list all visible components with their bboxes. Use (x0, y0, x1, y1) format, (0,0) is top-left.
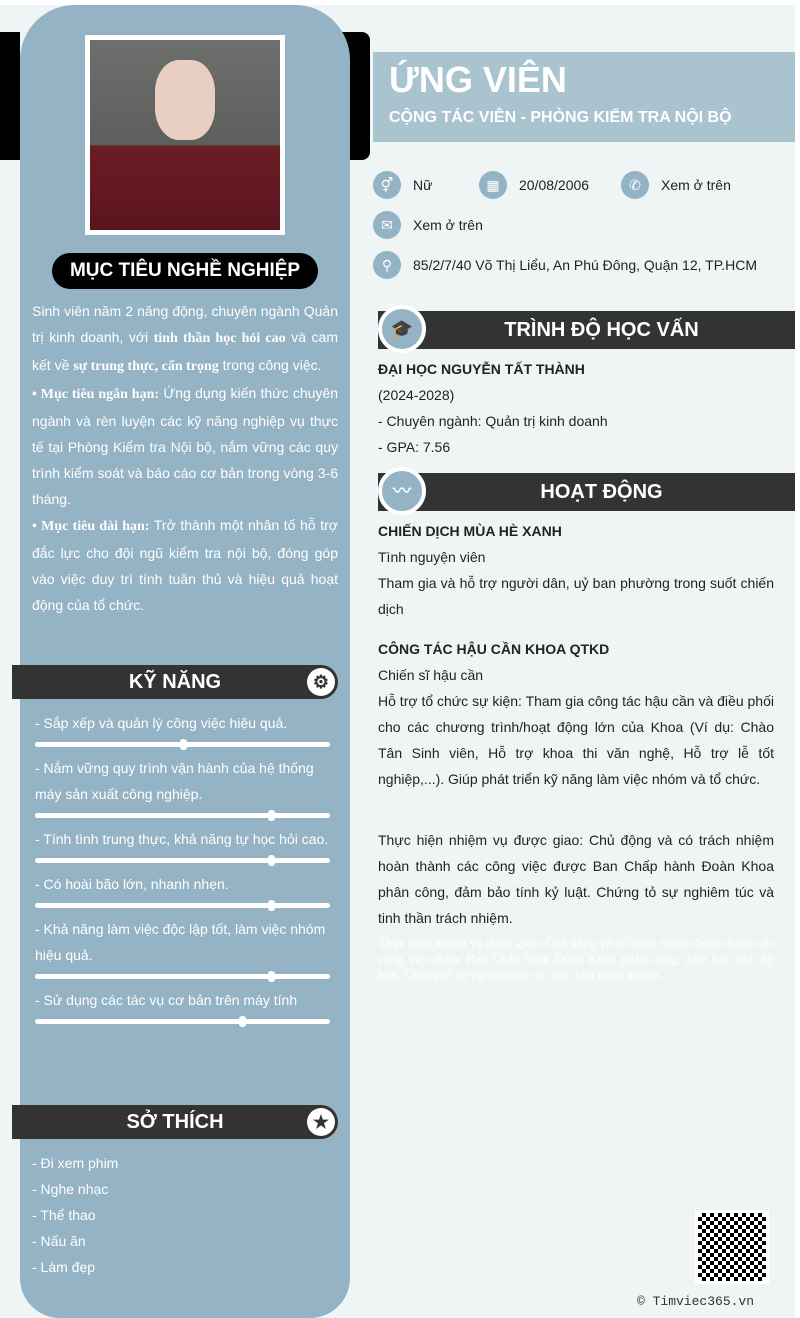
skill-label: - Khả năng làm việc độc lập tốt, làm việc nhóm hiệu quả. (35, 921, 326, 963)
address-info (373, 251, 757, 279)
activity-desc: Hỗ trợ tổ chức sự kiện: Tham gia công tác hậu cần và điều phối cho các chương trình/hoạt động lớn của Khoa (Ví dụ: Chào Tân Sinh viên, Hỗ trợ khoa thi văn nghệ, Hỗ trợ lễ tốt nghiệp,...). Giúp phát triển kỹ năng làm việc nhóm và tổ chức. (378, 693, 774, 787)
activities-header (378, 473, 795, 511)
hobby-item: - Nấu ăn (32, 1233, 86, 1249)
skill-label: - Sắp xếp và quản lý công việc hiệu quả. (35, 715, 288, 731)
qr-code (695, 1210, 769, 1284)
activity-ghost-text: Thực hiện nhiệm vụ được giao: Chủ động và có trách nhiệm hoàn thành các công việc được Ban Chấp hành Đoàn Khoa phân công, đảm bảo tính kỷ luật. Chứng tỏ sự nghiêm túc và tinh thần trách nhiệm. (378, 935, 774, 982)
skill-item (35, 710, 330, 747)
activity-pulse-icon: 〰 (378, 467, 426, 515)
skill-label: - Tính tình trung thực, khả năng tự học hỏi cao. (35, 831, 329, 847)
short-term-label: • Mục tiêu ngắn hạn: (32, 387, 160, 402)
education-header (378, 311, 795, 349)
header-box (373, 52, 795, 142)
obj-bold: sự trung thực, cẩn trọng (73, 359, 219, 374)
skill-level-marker (268, 855, 275, 866)
email-info (373, 211, 483, 239)
email-value: Xem ở trên (413, 217, 483, 233)
dob-info (479, 171, 589, 199)
gpa: - GPA: 7.56 (378, 439, 451, 455)
activity-role: Chiến sĩ hậu cần (378, 667, 484, 683)
gear-icon: ⚙ (307, 668, 335, 696)
activities-title: HOẠT ĐỘNG (540, 481, 663, 503)
skill-slider (35, 1019, 330, 1024)
activity-role: Tình nguyện viên (378, 549, 486, 565)
hobbies-list (32, 1150, 118, 1280)
position-title: CỘNG TÁC VIÊN - PHÒNG KIỂM TRA NỘI BỘ (389, 109, 732, 126)
skills-title: KỸ NĂNG (128, 671, 222, 693)
hobby-item: - Nghe nhạc (32, 1181, 109, 1197)
skill-slider (35, 903, 330, 908)
activity-2 (378, 636, 774, 792)
objective-text (32, 298, 338, 618)
footer-copyright: © Timviec365.vn (637, 1294, 755, 1309)
skill-item (35, 826, 330, 863)
skill-slider (35, 813, 330, 818)
dob-value: 20/08/2006 (519, 177, 590, 193)
calendar-icon: ▦ (479, 171, 507, 199)
skill-level-marker (268, 900, 275, 911)
skills-list (35, 710, 330, 1032)
skill-label: - Có hoài bão lớn, nhanh nhẹn. (35, 876, 229, 892)
skill-level-marker (268, 971, 275, 982)
activity-name: CHIẾN DỊCH MÙA HÈ XANH (378, 523, 562, 539)
education-title: TRÌNH ĐỘ HỌC VẤN (504, 319, 699, 341)
skill-item (35, 987, 330, 1024)
school-years: (2024-2028) (378, 387, 455, 403)
skill-item (35, 755, 330, 818)
obj-text: và cam kết về (32, 329, 338, 373)
hobby-item: - Làm đẹp (32, 1259, 96, 1275)
skill-slider (35, 858, 330, 863)
gender-value: Nữ (413, 177, 433, 193)
decor-bar-left (0, 32, 20, 160)
skill-level-marker (180, 739, 187, 750)
obj-text: trong công việc. (218, 357, 322, 373)
email-icon: ✉ (373, 211, 401, 239)
candidate-name: ỨNG VIÊN (389, 59, 567, 100)
hobby-item: - Đi xem phim (32, 1155, 119, 1171)
phone-info (621, 171, 731, 199)
phone-value: Xem ở trên (661, 177, 731, 193)
address-value: 85/2/7/40 Võ Thị Liểu, An Phú Đông, Quận 12, TP.HCM (413, 257, 758, 273)
activity-1 (378, 518, 774, 622)
graduation-cap-icon: 🎓 (378, 305, 426, 353)
location-icon: ⚲ (373, 251, 401, 279)
avatar-photo (85, 35, 285, 235)
major: - Chuyên ngành: Quản trị kinh doanh (378, 413, 608, 429)
skill-level-marker (239, 1016, 246, 1027)
activity-name: CÔNG TÁC HẬU CẦN KHOA QTKD (378, 641, 610, 657)
hobbies-header (12, 1105, 338, 1139)
skill-slider (35, 974, 330, 979)
skill-item (35, 916, 330, 979)
short-term-text: Ứng dụng kiến thức chuyên ngành và rèn luyện các kỹ năng nghiệp vụ thực tế tại Phòng Kiểm tra Nội bộ, nắm vững các quy trình kiểm soát và báo cáo cơ bản trong vòng 3-6 tháng. (32, 385, 338, 507)
school-name: ĐẠI HỌC NGUYỄN TẤT THÀNH (378, 361, 585, 377)
objective-title: MỤC TIÊU NGHỀ NGHIỆP (52, 253, 318, 289)
obj-bold: tinh thần học hỏi cao (153, 331, 286, 346)
skill-label: - Nắm vững quy trình vận hành của hệ thống máy sản xuất công nghiệp. (35, 760, 314, 802)
education-content (378, 356, 774, 460)
phone-icon: ✆ (621, 171, 649, 199)
activity-extra: Thực hiện nhiệm vụ được giao: Chủ động và có trách nhiệm hoàn thành các công việc được Ban Chấp hành Đoàn Khoa phân công, đảm bảo tính kỷ luật. Chứng tỏ sự nghiêm túc và tinh thần trách nhiệm. (378, 832, 774, 926)
skills-header (12, 665, 338, 699)
skill-label: - Sử dụng các tác vụ cơ bản trên máy tính (35, 992, 298, 1008)
long-term-text: Trở thành một nhân tố hỗ trợ đắc lực cho đội ngũ kiểm tra nội bộ, đóng góp vào việc duy trì tính tuân thủ và hiệu quả hoạt động của tổ chức. (32, 517, 338, 613)
star-icon: ★ (307, 1108, 335, 1136)
hobby-item: - Thể thao (32, 1207, 96, 1223)
activity-desc: Tham gia và hỗ trợ người dân, uỷ ban phường trong suốt chiến dịch (378, 575, 774, 617)
gender-icon: ⚥ (373, 171, 401, 199)
long-term-label: • Mục tiêu dài hạn: (32, 519, 150, 534)
hobbies-title: SỞ THÍCH (126, 1111, 224, 1133)
skill-item (35, 871, 330, 908)
skill-slider (35, 742, 330, 747)
obj-text: Sinh viên năm 2 năng động, chuyên ngành Quản trị kinh doanh, với (32, 303, 338, 345)
gender-info (373, 171, 432, 199)
skill-level-marker (268, 810, 275, 821)
